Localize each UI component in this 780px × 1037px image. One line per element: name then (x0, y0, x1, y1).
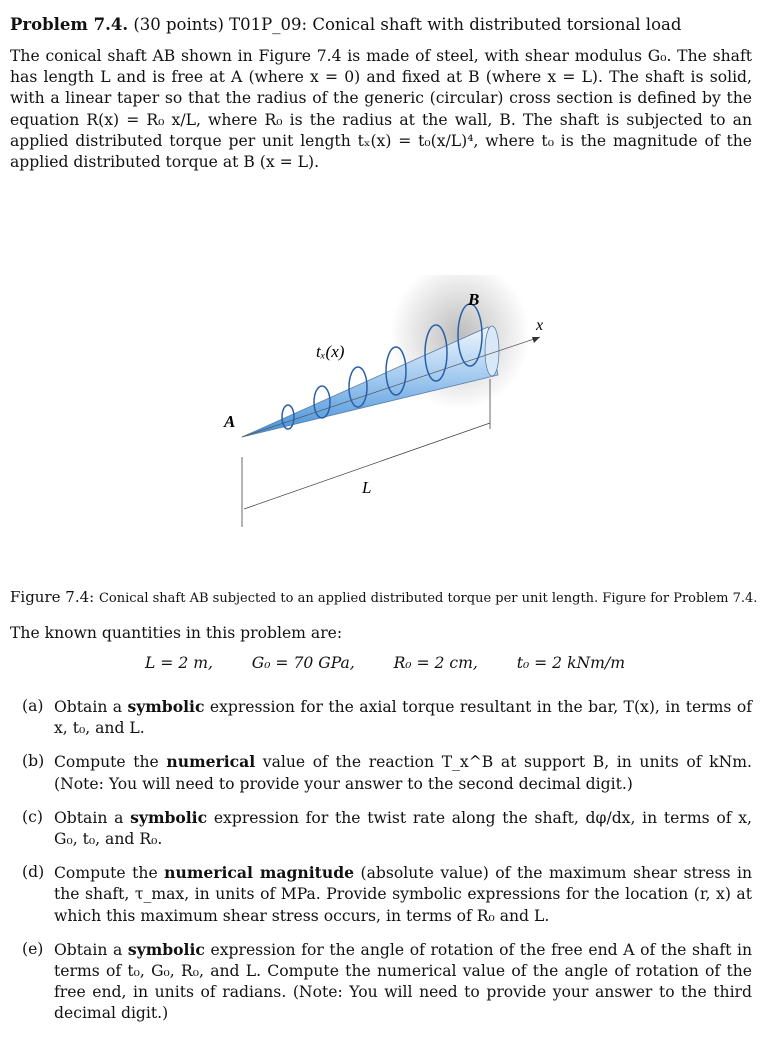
figure-caption-text: Conical shaft AB subjected to an applied distributed torque per unit length. Figure for Problem 7.4. (98, 591, 758, 606)
question-text: Compute the numerical magnitude (absolute value) of the maximum shear stress in the shaft, τ_max, in units of MPa. Provide symbolic expressions for the location (r, x) at which this maximum shear stress occurs, in terms of R₀ and L. (54, 863, 752, 925)
question-list (22, 696, 752, 1037)
label-B: B (468, 290, 480, 309)
known-L: L = 2 m, (145, 654, 213, 672)
cone-end-b (485, 326, 499, 376)
known-quantities-intro: The known quantities in this problem are: (10, 624, 343, 642)
question-a (22, 696, 752, 739)
problem-page (10, 14, 752, 173)
question-b (22, 751, 752, 794)
problem-heading: (30 points) T01P_09: Conical shaft with distributed torsional load (133, 15, 682, 34)
question-label: (e) (22, 939, 44, 958)
cone-body (242, 327, 498, 437)
question-c (22, 807, 752, 850)
question-label: (c) (22, 807, 43, 826)
question-text: Compute the numerical value of the reaction T_x^B at support B, in units of kNm. (Note: You will need to provide your answer to the second decimal digit.) (54, 752, 753, 793)
label-L: L (362, 478, 372, 497)
question-text: Obtain a symbolic expression for the twist rate along the shaft, dφ/dx, in terms of x, G₀, t₀, and R₀. (54, 807, 752, 849)
known-t0: t₀ = 2 kNm/m (516, 654, 625, 672)
question-d (22, 862, 752, 927)
label-A: A (224, 412, 236, 431)
known-R0: R₀ = 2 cm, (393, 654, 478, 672)
figure-caption-label: Figure 7.4: (10, 588, 95, 606)
figure-caption (10, 588, 757, 606)
conical-shaft-figure (200, 275, 560, 545)
known-quantities (145, 654, 625, 672)
label-x: x (536, 317, 544, 334)
question-text: Obtain a symbolic expression for the axial torque resultant in the bar, T(x), in terms of x, t₀, and L. (54, 697, 752, 738)
question-text: Obtain a symbolic expression for the angle of rotation of the free end A of the shaft in terms of t₀, G₀, R₀, and L. Compute the numerical value of the angle of rotation of the free end, in units of radians. (Note: You will need to provide your answer to the third decimal digit.) (54, 939, 753, 1023)
label-tx: tₓ(x) (316, 342, 345, 361)
known-G0: G₀ = 70 GPa, (251, 654, 355, 672)
question-label: (b) (22, 752, 45, 771)
problem-statement: The conical shaft AB shown in Figure 7.4 is made of steel, with shear modulus G₀. The shaft has length L and is free at A (where x = 0) and fixed at B (where x = L). The shaft is solid, with a linear taper so that the radius of the generic (circular) cross section is defined by the equation R(x) = R₀ x/L, where R₀ is the radius at the wall, B. The shaft is subjected to an applied distributed torque per unit length tₓ(x) = t₀(x/L)⁴, where t₀ is the magnitude of the applied distributed torque at B (x = L). (10, 47, 752, 172)
question-e (22, 939, 752, 1025)
x-axis-arrowhead (532, 337, 540, 343)
problem-number: Problem 7.4. (10, 15, 129, 34)
question-label: (a) (22, 697, 44, 715)
problem-title (10, 14, 752, 36)
question-label: (d) (22, 863, 45, 882)
